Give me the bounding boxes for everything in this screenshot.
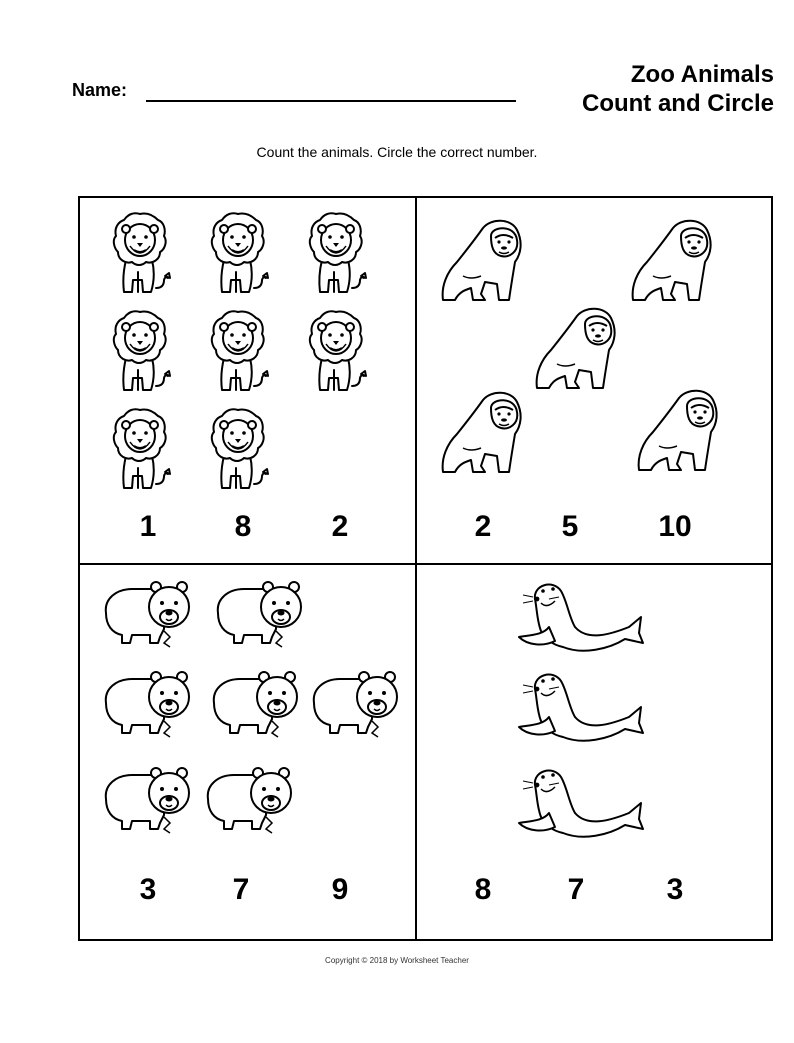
name-line[interactable] xyxy=(146,100,516,102)
panel-gorillas xyxy=(417,198,771,563)
answer-choice[interactable]: 7 xyxy=(232,873,250,906)
answer-choice[interactable]: 9 xyxy=(331,873,349,906)
answer-choice[interactable]: 3 xyxy=(139,873,157,906)
answer-choice[interactable]: 2 xyxy=(474,510,492,543)
bear-icon xyxy=(308,669,400,739)
gorilla-icon xyxy=(437,386,527,480)
answer-choice[interactable]: 8 xyxy=(234,510,252,543)
panel-lions xyxy=(80,198,415,563)
answer-choice[interactable]: 5 xyxy=(561,510,579,543)
gorilla-icon xyxy=(633,384,723,478)
answer-choice[interactable]: 10 xyxy=(658,510,692,543)
bear-icon xyxy=(202,765,294,835)
lion-icon xyxy=(108,210,172,298)
bear-icon xyxy=(100,765,192,835)
answer-choice[interactable]: 1 xyxy=(139,510,157,543)
worksheet-title xyxy=(514,60,774,118)
seal-icon xyxy=(513,665,645,747)
gorilla-icon xyxy=(627,214,717,308)
bear-icon xyxy=(100,579,192,649)
instructions: Count the animals. Circle the correct number. xyxy=(256,144,538,160)
worksheet-grid xyxy=(78,196,773,941)
panel-bears xyxy=(80,565,415,939)
title-line-1: Zoo Animals xyxy=(630,61,774,88)
lion-icon xyxy=(108,406,172,494)
copyright: Copyright © 2018 by Worksheet Teacher xyxy=(325,956,469,965)
bear-icon xyxy=(100,669,192,739)
bear-icon xyxy=(212,579,304,649)
answer-choice[interactable]: 8 xyxy=(474,873,492,906)
lion-icon xyxy=(206,210,270,298)
seal-icon xyxy=(513,761,645,843)
lion-icon xyxy=(206,308,270,396)
lion-icon xyxy=(108,308,172,396)
gorilla-icon xyxy=(437,214,527,308)
lion-icon xyxy=(206,406,270,494)
seal-icon xyxy=(513,575,645,657)
gorilla-icon xyxy=(531,302,621,396)
answer-choice[interactable]: 3 xyxy=(666,873,684,906)
lion-icon xyxy=(304,308,368,396)
name-label: Name: xyxy=(72,80,128,100)
panel-seals xyxy=(417,565,771,939)
answer-choice[interactable]: 2 xyxy=(331,510,349,543)
lion-icon xyxy=(304,210,368,298)
answer-choice[interactable]: 7 xyxy=(567,873,585,906)
title-line-2: Count and Circle xyxy=(581,90,774,117)
bear-icon xyxy=(208,669,300,739)
